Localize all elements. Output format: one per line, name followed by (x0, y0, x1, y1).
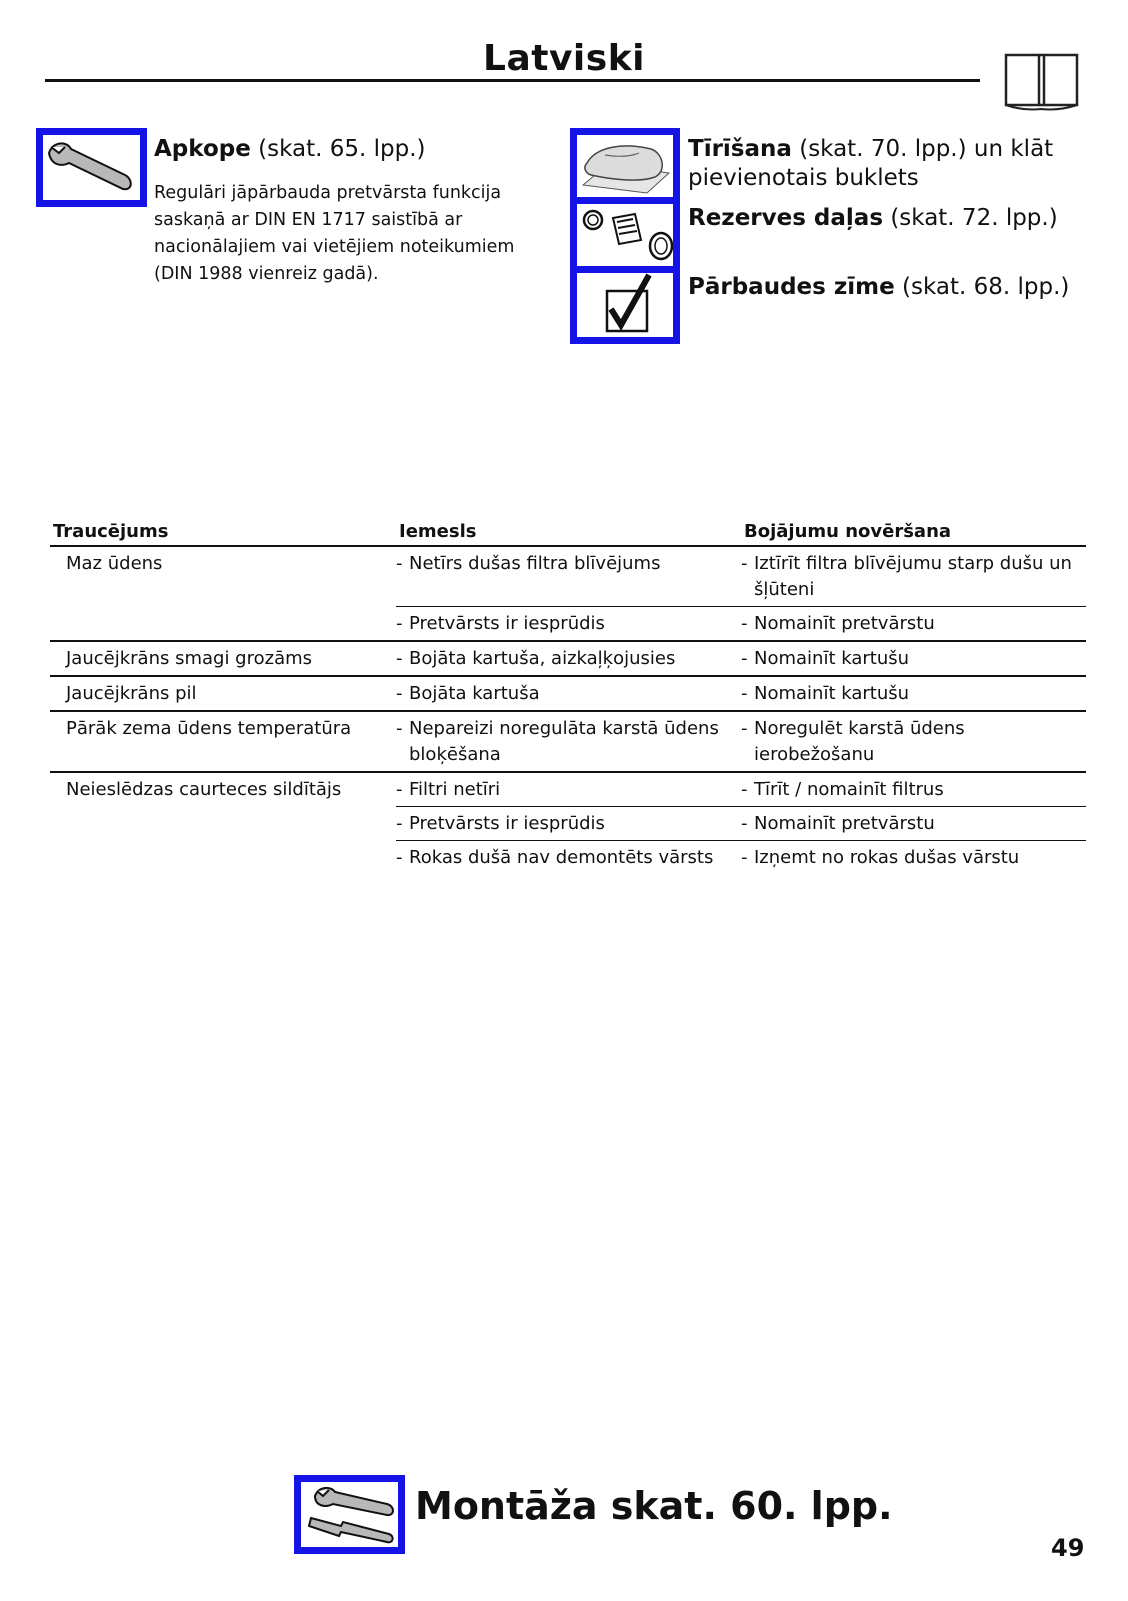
cause-cell: - Pretvārsts ir iesprūdis (396, 807, 741, 841)
page-number: 49 (1051, 1534, 1085, 1562)
table-row (50, 607, 1086, 642)
cause-cell: - Filtri netīri (396, 772, 741, 807)
fault-cell (50, 841, 396, 875)
assembly-reference-title: Montāža skat. 60. lpp. (415, 1484, 893, 1528)
troubleshooting-table (50, 518, 1086, 874)
table-row (50, 711, 1086, 772)
title-rule (45, 79, 980, 82)
table-row (50, 641, 1086, 676)
remedy-cell: - Nomainīt kartušu (741, 641, 1086, 676)
cause-cell: - Bojāta kartuša (396, 676, 741, 711)
column-header-cause: Iemesls (396, 518, 741, 546)
fault-cell: Jaucējkrāns smagi grozāms (50, 641, 396, 676)
table-header-row (50, 518, 1086, 546)
table-row (50, 546, 1086, 607)
maintenance-text: Regulāri jāpārbauda pretvārsta funkcija saskaņā ar DIN EN 1717 saistībā ar nacionālajiem vai vietējiem noteikumiem (DIN 1988 vienreiz gadā). (154, 183, 515, 284)
column-header-fault: Traucējums (50, 518, 396, 546)
remedy-cell: - Noregulēt karstā ūdens ierobežošanu (741, 711, 1086, 772)
remedy-cell: - Nomainīt pretvārstu (741, 607, 1086, 642)
hand-cleaning-icon (577, 135, 673, 197)
fault-cell (50, 807, 396, 841)
test-mark-reference: Pārbaudes zīme (skat. 68. lpp.) (688, 274, 1070, 300)
table-row (50, 676, 1086, 711)
page-title: Latviski (483, 38, 645, 79)
table-row (50, 772, 1086, 807)
remedy-cell: - Nomainīt kartušu (741, 676, 1086, 711)
fault-cell (50, 607, 396, 642)
fault-cell: Pārāk zema ūdens temperatūra (50, 711, 396, 772)
fault-cell: Maz ūdens (66, 553, 163, 574)
cleaning-reference: Tīrīšana (skat. 70. lpp.) un klāt pievienotais buklets (688, 136, 1054, 191)
spare-parts-reference: Rezerves daļas (skat. 72. lpp.) (688, 205, 1058, 231)
fault-cell: Neieslēdzas caurteces sildītājs (66, 779, 342, 800)
cause-cell: - Netīrs dušas filtra blīvējums (396, 546, 741, 607)
table-row (50, 841, 1086, 875)
tools-icon (294, 1475, 405, 1554)
column-header-remedy: Bojājumu novēršana (741, 518, 1086, 546)
spare-parts-icon (577, 204, 673, 266)
wrench-icon (36, 128, 147, 207)
cause-cell: - Pretvārsts ir iesprūdis (396, 607, 741, 642)
cause-cell: - Rokas dušā nav demontēts vārsts (396, 847, 714, 868)
maintenance-heading: Apkope (skat. 65. lpp.) (154, 136, 426, 162)
fault-cell: Jaucējkrāns pil (50, 676, 396, 711)
remedy-cell: - Nomainīt pretvārstu (741, 807, 1086, 841)
cause-cell: - Nepareizi noregulāta karstā ūdens bloķēšana (396, 711, 741, 772)
remedy-cell: - Tīrīt / nomainīt filtrus (741, 772, 1086, 807)
cause-cell: - Bojāta kartuša, aizkaļķojusies (396, 641, 741, 676)
remedy-cell: - Izņemt no rokas dušas vārstu (741, 847, 1020, 868)
remedy-cell: - Iztīrīt filtra blīvējumu starp dušu un šļūteni (741, 546, 1086, 607)
checkmark-icon (577, 273, 673, 337)
open-book-icon (1003, 49, 1080, 113)
table-row (50, 807, 1086, 841)
